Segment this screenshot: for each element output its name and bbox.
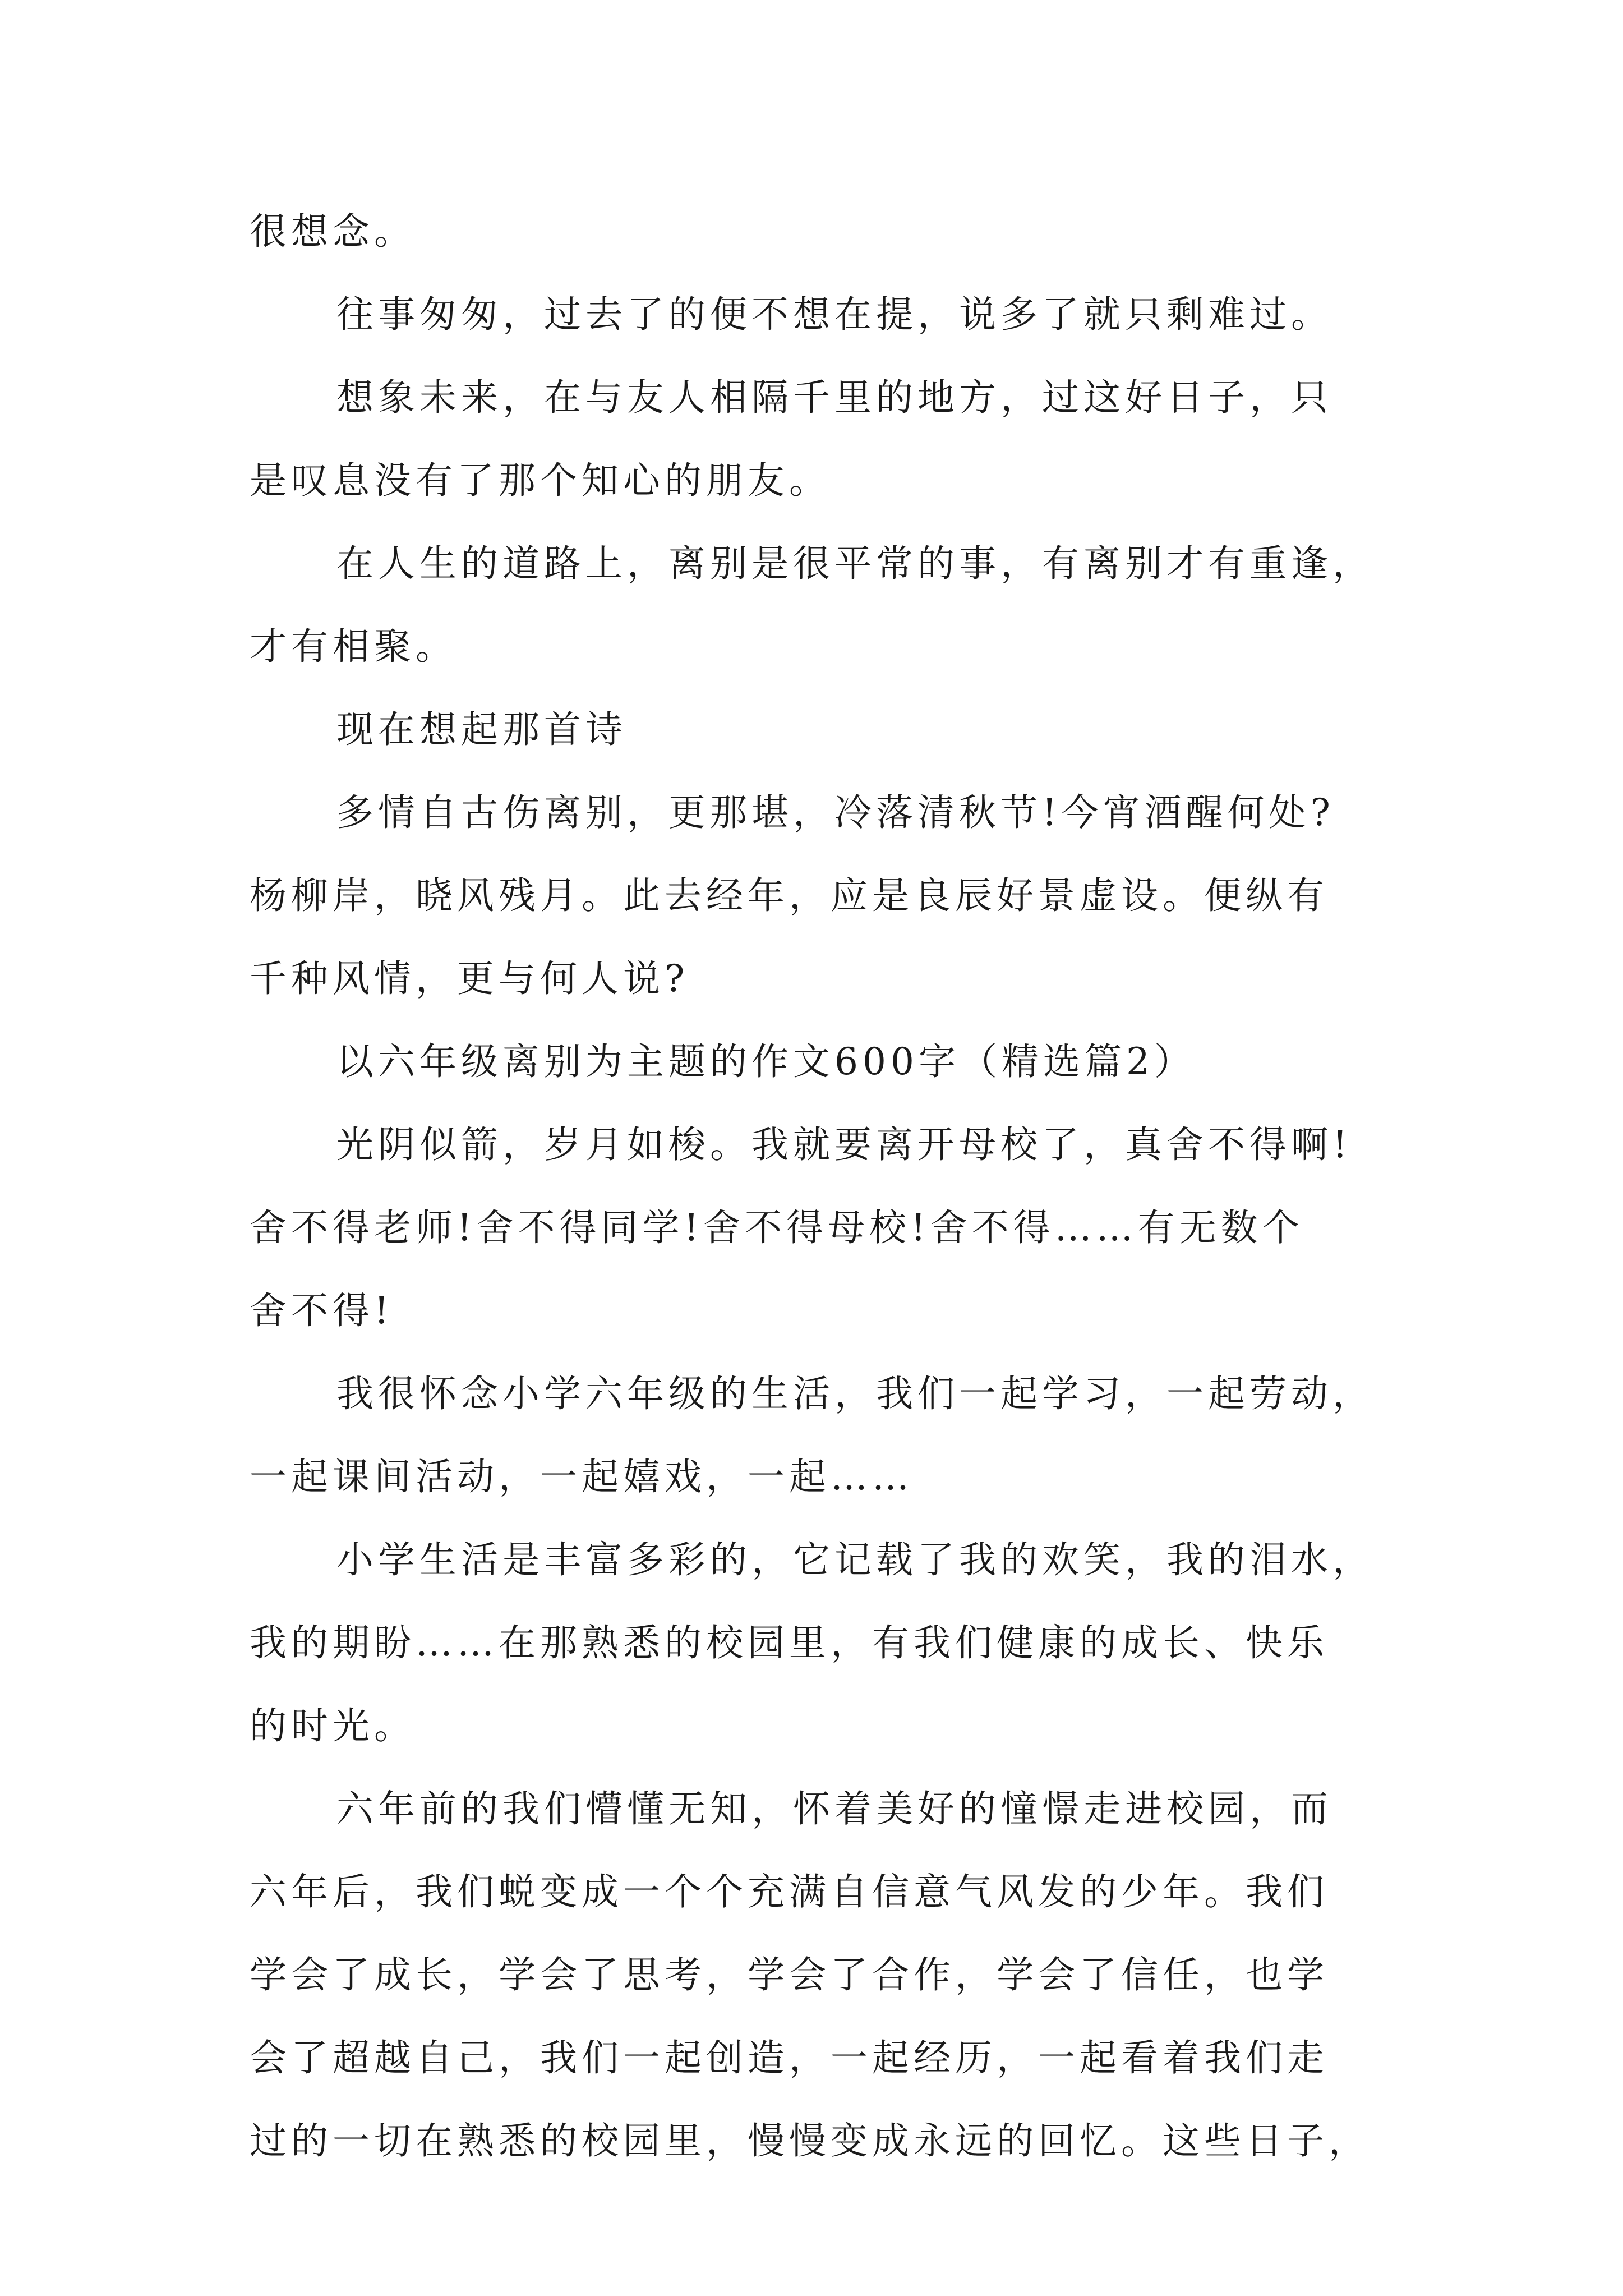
text-line: 是叹息没有了那个知心的朋友。 — [250, 459, 831, 502]
text-line: 舍不得老师!舍不得同学!舍不得母校!舍不得……有无数个 — [250, 1206, 1304, 1249]
text-line: 过的一切在熟悉的校园里，慢慢变成永远的回忆。这些日子， — [250, 2119, 1370, 2162]
text-line: 现在想起那首诗 — [336, 708, 627, 751]
text-line: 六年后，我们蜕变成一个个充满自信意气风发的少年。我们 — [250, 1870, 1329, 1913]
text-line: 往事匆匆，过去了的便不想在提，说多了就只剩难过。 — [336, 293, 1332, 336]
text-line: 我很怀念小学六年级的生活，我们一起学习，一起劳动， — [336, 1372, 1374, 1415]
text-line: 杨柳岸，晓风残月。此去经年，应是良辰好景虚设。便纵有 — [250, 874, 1329, 917]
text-line: 在人生的道路上，离别是很平常的事，有离别才有重逢， — [336, 542, 1374, 585]
text-line: 小学生活是丰富多彩的，它记载了我的欢笑，我的泪水， — [336, 1538, 1374, 1581]
text-line: 才有相聚。 — [250, 625, 457, 668]
section-heading: 以六年级离别为主题的作文600字（精选篇2） — [336, 1040, 1196, 1083]
text-line: 多情自古伤离别，更那堪，冷落清秋节!今宵酒醒何处? — [336, 791, 1335, 834]
text-line: 想象未来，在与友人相隔千里的地方，过这好日子，只 — [336, 376, 1332, 419]
text-line: 我的期盼……在那熟悉的校园里，有我们健康的成长、快乐 — [250, 1621, 1329, 1664]
text-line: 会了超越自己，我们一起创造，一起经历，一起看着我们走 — [250, 2036, 1329, 2079]
text-line: 很想念。 — [250, 210, 416, 253]
text-line: 学会了成长，学会了思考，学会了合作，学会了信任，也学 — [250, 1953, 1329, 1996]
text-line: 的时光。 — [250, 1704, 416, 1747]
text-line: 光阴似箭，岁月如梭。我就要离开母校了，真舍不得啊! — [336, 1123, 1352, 1166]
text-line: 一起课间活动，一起嬉戏，一起…… — [250, 1455, 914, 1498]
text-line: 六年前的我们懵懂无知，怀着美好的憧憬走进校园，而 — [336, 1787, 1332, 1830]
text-line: 千种风情，更与何人说? — [250, 957, 689, 1000]
text-line: 舍不得! — [250, 1289, 394, 1332]
